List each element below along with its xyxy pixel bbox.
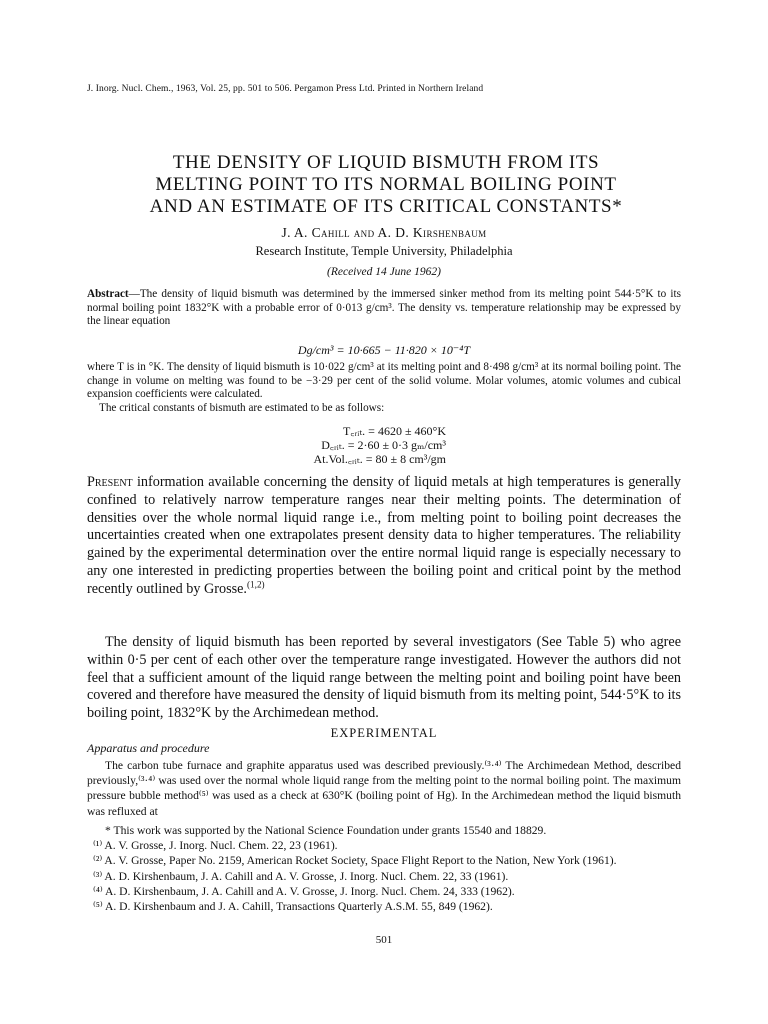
journal-citation-line: J. Inorg. Nucl. Chem., 1963, Vol. 25, pp. 501 to 506. Pergamon Press Ltd. Printed in Northern Ireland (87, 84, 484, 94)
critical-atomic-volume: At.Vol.꜀ᵣᵢₜ. = 80 ± 8 cm³/gm (313, 452, 446, 466)
body-paragraph-1 (87, 474, 681, 599)
critical-density: D꜀ᵣᵢₜ. = 2·60 ± 0·3 gₘ/cm³ (321, 438, 446, 452)
paragraph-2-text: The density of liquid bismuth has been reported by several investigators (See Table 5) who agree within 0·5 per cent of each other over the temperature range investigated. However the authors did not feel that a sufficient amount of the liquid range between the melting point and boiling point have been covered and therefore have measured the density of liquid bismuth from its melting point, 544·5°K to its boiling point, 1832°K by the Archimedean method. (87, 634, 681, 722)
title-line-3: AND AN ESTIMATE OF ITS CRITICAL CONSTANTS* (149, 196, 623, 217)
footnotes (87, 824, 681, 915)
abstract-text-2: where T is in °K. The density of liquid bismuth is 10·022 g/cm³ at its melting point and 8·498 g/cm³ at its normal boiling point. The change in volume on melting was found to be −3·29 per cent of the solid volume. Molar volumes, atomic volumes and cubical expansion coefficients were calculated. (87, 361, 681, 401)
density-equation: Dg/cm³ = 10·665 − 11·820 × 10⁻⁴T (297, 343, 471, 357)
page-number: 501 (375, 934, 393, 946)
reference-marker: (1,2) (246, 579, 265, 590)
subsection-heading: Apparatus and procedure (87, 741, 210, 755)
authors: J. A. Cahill and A. D. Kirshenbaum (281, 225, 487, 240)
footnote-3: ⁽³⁾ A. D. Kirshenbaum, J. A. Cahill and A. V. Grosse, J. Inorg. Nucl. Chem. 22, 33 (1961). (93, 869, 509, 883)
affiliation: Research Institute, Temple University, Philadelphia (255, 244, 513, 258)
title-line-1: THE DENSITY OF LIQUID BISMUTH FROM ITS (172, 152, 600, 173)
abstract-label: Abstract (87, 288, 129, 300)
title-line-2: MELTING POINT TO ITS NORMAL BOILING POINT (155, 174, 617, 195)
footnote-2: ⁽²⁾ A. V. Grosse, Paper No. 2159, American Rocket Society, Space Flight Report to the Nation, New York (1961). (93, 854, 617, 868)
paper-title (80, 152, 692, 218)
critical-constants (286, 424, 446, 466)
experimental-paragraph: The carbon tube furnace and graphite apparatus used was described previously.⁽³·⁴⁾ The Archimedean Method, described previously,⁽³·⁴⁾ was used over the normal whole liquid range from the melting point to the normal boiling point. The maximum pressure bubble method⁽⁵⁾ was used as a check at 630°K (boiling point of Hg). In the Archimedean method the liquid bismuth was refluxed at (87, 759, 681, 818)
abstract-continued (87, 361, 681, 415)
abstract-text-1: —The density of liquid bismuth was determined by the immersed sinker method from its melting point 544·5°K to its normal boiling point 1832°K with a probable error of 0·013 g/cm³. The density vs. temperature relationship may be expressed by the linear equation (87, 288, 681, 328)
paragraph-1-text: information available concerning the density of liquid metals at high temperatures is generally confined to relatively narrow temperature ranges near their melting points. The determination of densities over the whole normal liquid range i.e., from melting point to boiling point decreases the uncertainties created when one extrapolates present density data to higher temperatures. The reliability gained by the experimental determination over the entire normal liquid range is especially necessary to any one interested in predicting properties between the boiling point and critical point by the method recently outlined by Grosse. (87, 474, 681, 597)
footnote-funding: * This work was supported by the National Science Foundation under grants 15540 and 18829. (105, 824, 547, 837)
abstract (87, 288, 681, 329)
footnote-1: ⁽¹⁾ A. V. Grosse, J. Inorg. Nucl. Chem. 22, 23 (1961). (93, 839, 338, 853)
critical-temperature: T꜀ᵣᵢₜ. = 4620 ± 460°K (343, 424, 446, 438)
abstract-text-3: The critical constants of bismuth are estimated to be as follows: (99, 401, 385, 414)
footnote-4: ⁽⁴⁾ A. D. Kirshenbaum, J. A. Cahill and A. V. Grosse, J. Inorg. Nucl. Chem. 24, 333 (1962). (93, 884, 515, 898)
paragraph-lead-word: Present (87, 474, 133, 490)
received-date: (Received 14 June 1962) (327, 266, 441, 278)
section-heading: EXPERIMENTAL (330, 726, 438, 740)
footnote-5: ⁽⁵⁾ A. D. Kirshenbaum and J. A. Cahill, Transactions Quarterly A.S.M. 55, 849 (1962). (93, 900, 493, 914)
body-paragraph-2 (87, 634, 681, 723)
